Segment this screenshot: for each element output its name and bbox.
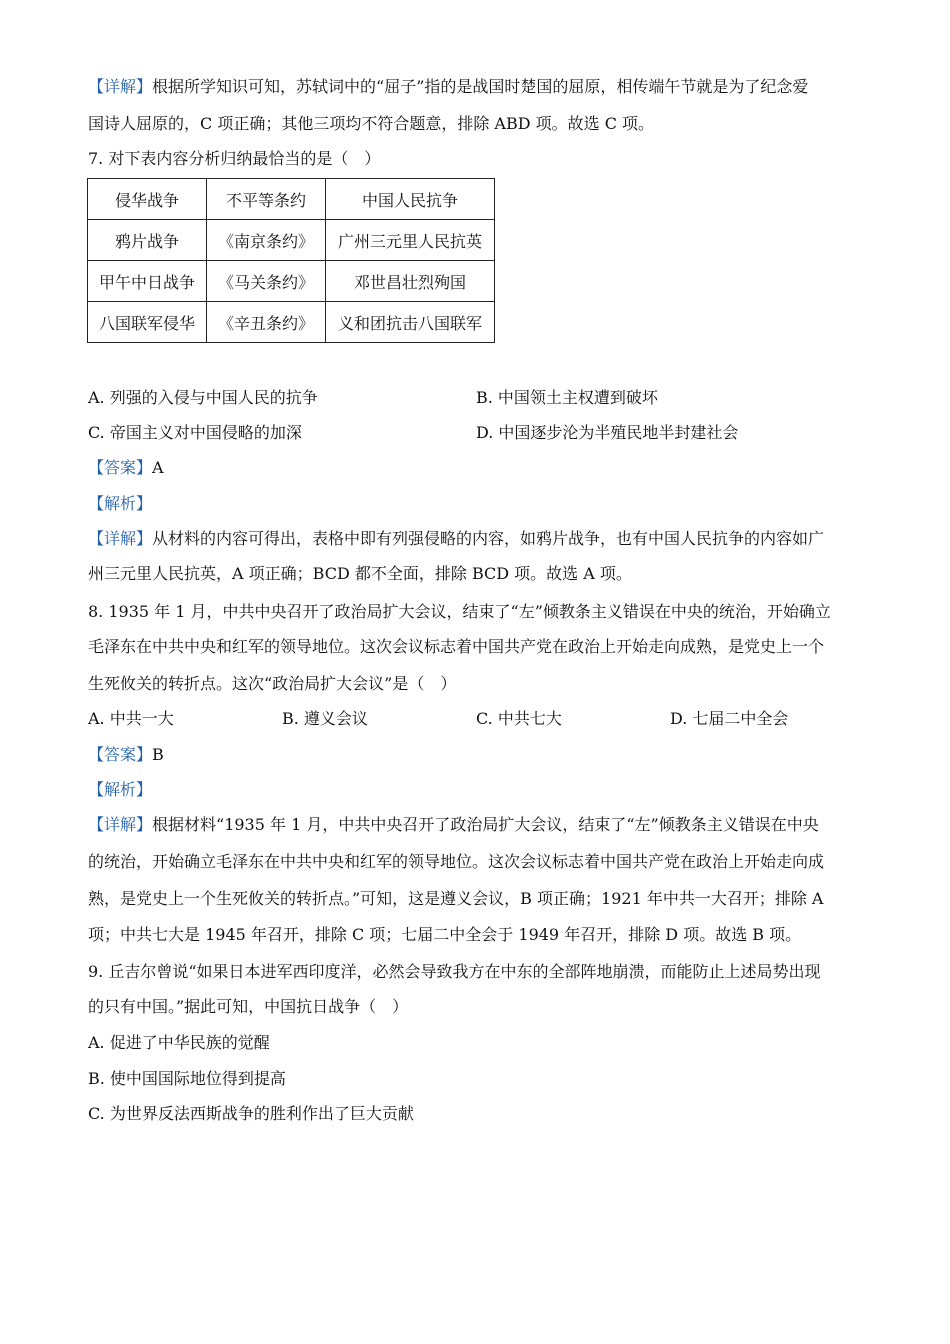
q7-detail-line-1: 【详解】从材料的内容可得出，表格中即有列强侵略的内容，如鸦片战争，也有中国人民抗争的内容如广: [88, 529, 825, 548]
table-cell: 甲午中日战争: [88, 261, 207, 302]
q9-stem-line-2: 的只有中国。”据此可知，中国抗日战争（ ）: [88, 997, 409, 1016]
answer-tag: 【答案】: [88, 458, 153, 477]
detail-tag: 【详解】: [88, 815, 153, 834]
table-cell: 邓世昌壮烈殉国: [326, 261, 495, 302]
q7-option-b: B. 中国领土主权遭到破坏: [476, 388, 658, 407]
table-cell: 义和团抗击八国联军: [326, 302, 495, 343]
table-row: [88, 220, 495, 261]
detail-tag: 【详解】: [88, 529, 153, 548]
q8-detail-line-3: 熟，是党史上一个生死攸关的转折点。”可知，这是遵义会议，B 项正确；1921 年中共一大召开；排除 A: [88, 889, 824, 908]
q8-detail-line-2: 的统治，开始确立毛泽东在中共中央和红军的领导地位。这次会议标志着中国共产党在政治上开始走向成: [88, 852, 825, 871]
q7-table: [87, 178, 495, 343]
table-cell: 八国联军侵华: [88, 302, 207, 343]
table-cell: 《南京条约》: [207, 220, 326, 261]
q7-stem: 7. 对下表内容分析归纳最恰当的是（ ）: [88, 149, 381, 168]
q9-stem-line-1: 9. 丘吉尔曾说“如果日本进军西印度洋，必然会导致我方在中东的全部阵地崩溃，而能防止上述局势出现: [88, 962, 821, 981]
table-cell: 侵华战争: [88, 179, 207, 220]
q8-detail-line-4: 项；中共七大是 1945 年召开，排除 C 项；七届二中全会于 1949 年召开，排除 D 项。故选 B 项。: [88, 925, 802, 944]
q8-option-c: C. 中共七大: [476, 709, 562, 728]
answer-tag: 【答案】: [88, 745, 153, 764]
table-cell: 不平等条约: [207, 179, 326, 220]
q7-answer: 【答案】A: [88, 458, 164, 477]
prev-detail-line-2: 国诗人屈原的，C 项正确；其他三项均不符合题意，排除 ABD 项。故选 C 项。: [88, 114, 655, 133]
q9-option-a: A. 促进了中华民族的觉醒: [88, 1033, 270, 1052]
table-cell: 中国人民抗争: [326, 179, 495, 220]
q9-option-c: C. 为世界反法西斯战争的胜利作出了巨大贡献: [88, 1104, 414, 1123]
q8-stem-line-2: 毛泽东在中共中央和红军的领导地位。这次会议标志着中国共产党在政治上开始走向成熟，是党史上一个: [88, 637, 825, 656]
table-cell: 《马关条约》: [207, 261, 326, 302]
prev-detail-line-1: 【详解】根据所学知识可知，苏轼词中的“屈子”指的是战国时楚国的屈原，相传端午节就是为了纪念爱: [88, 77, 809, 96]
table-header-row: [88, 179, 495, 220]
q8-stem-line-3: 生死攸关的转折点。这次“政治局扩大会议”是（ ）: [88, 674, 457, 693]
q8-option-b: B. 遵义会议: [282, 709, 368, 728]
q7-option-a: A. 列强的入侵与中国人民的抗争: [88, 388, 318, 407]
table-row: [88, 302, 495, 343]
q7-detail-line-2: 州三元里人民抗英，A 项正确；BCD 都不全面，排除 BCD 项。故选 A 项。: [88, 564, 632, 583]
table-cell: 广州三元里人民抗英: [326, 220, 495, 261]
q7-option-c: C. 帝国主义对中国侵略的加深: [88, 423, 302, 442]
q8-option-a: A. 中共一大: [88, 709, 174, 728]
q7-analysis-tag: 【解析】: [88, 494, 153, 513]
q8-analysis-tag: 【解析】: [88, 780, 153, 799]
table-cell: 鸦片战争: [88, 220, 207, 261]
q7-option-d: D. 中国逐步沦为半殖民地半封建社会: [476, 423, 739, 442]
q9-option-b: B. 使中国国际地位得到提高: [88, 1069, 286, 1088]
q8-detail-line-1: 【详解】根据材料“1935 年 1 月，中共中央召开了政治局扩大会议，结束了“左”倾教条主义错误在中央: [88, 815, 819, 834]
table-row: [88, 261, 495, 302]
detail-tag: 【详解】: [88, 77, 153, 96]
table-cell: 《辛丑条约》: [207, 302, 326, 343]
q8-answer: 【答案】B: [88, 745, 164, 764]
q8-option-d: D. 七届二中全会: [670, 709, 789, 728]
q8-stem-line-1: 8. 1935 年 1 月，中共中央召开了政治局扩大会议，结束了“左”倾教条主义错误在中央的统治，开始确立: [88, 602, 831, 621]
